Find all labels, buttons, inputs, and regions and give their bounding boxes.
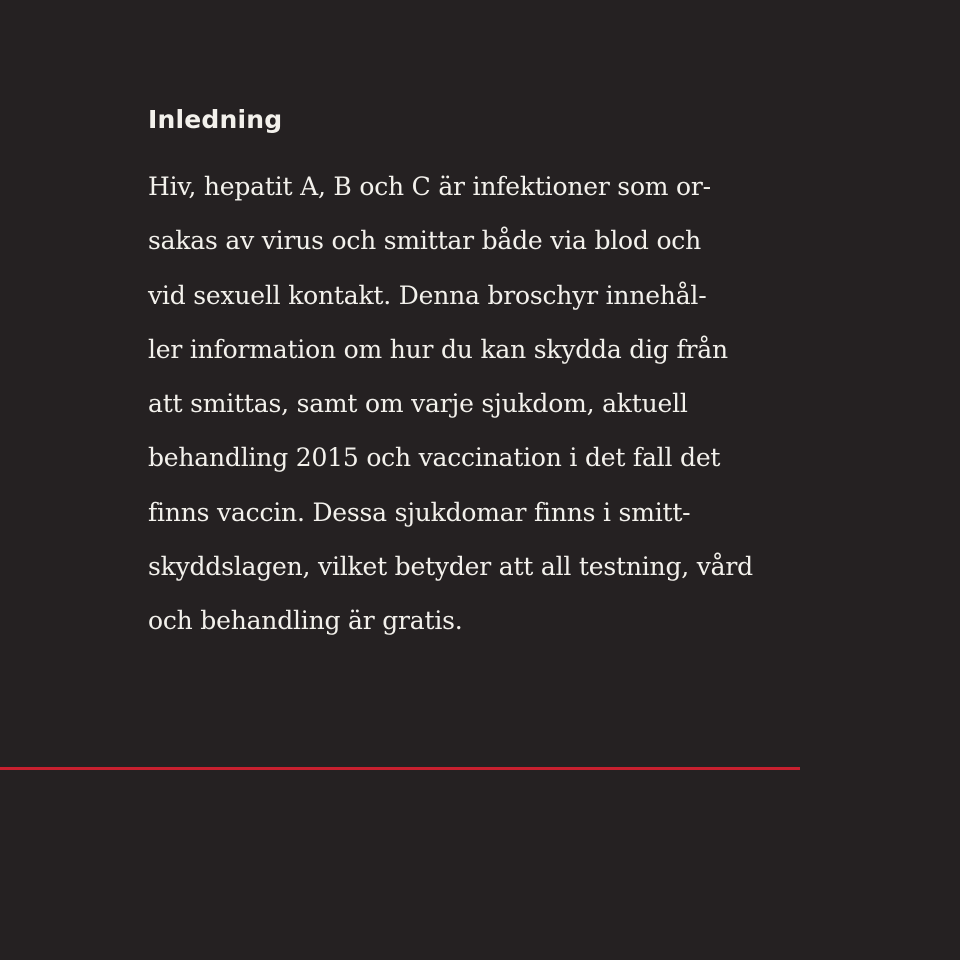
paragraph-line: ler information om hur du kan skydda dig från: [148, 334, 728, 364]
paragraph-line: att smittas, samt om varje sjukdom, aktuell: [148, 389, 688, 419]
paragraph-line: finns vaccin. Dessa sjukdomar finns i smitt-: [148, 497, 691, 527]
paragraph-line: och behandling är gratis.: [148, 606, 463, 636]
paragraph-line: behandling 2015 och vaccination i det fall det: [148, 443, 721, 473]
paragraph-line: vid sexuell kontakt. Denna broschyr innehål-: [148, 280, 707, 310]
section-heading: Inledning: [148, 105, 283, 134]
paragraph-line: sakas av virus och smittar både via blod och: [148, 226, 701, 256]
paragraph-line: skyddslagen, vilket betyder att all testning, vård: [148, 552, 753, 582]
red-divider-line: [0, 767, 800, 770]
intro-paragraph: [148, 160, 848, 649]
paragraph-line: Hiv, hepatit A, B och C är infektioner som or-: [148, 172, 711, 201]
